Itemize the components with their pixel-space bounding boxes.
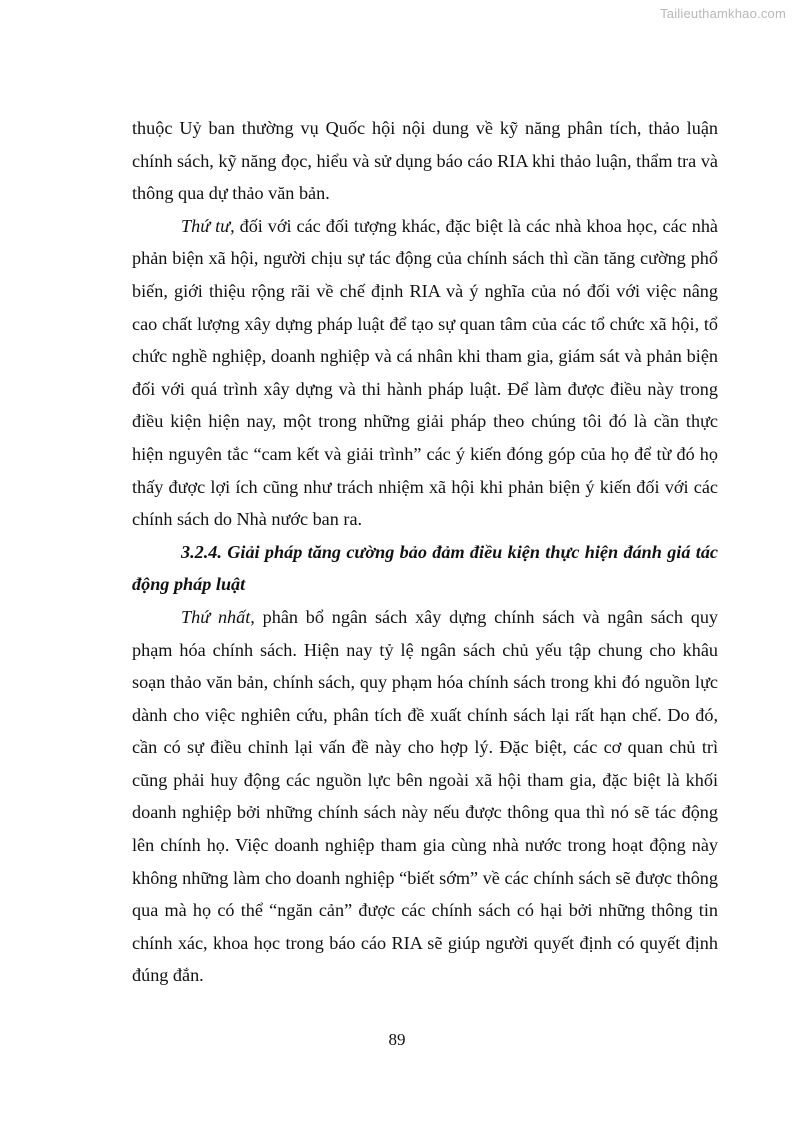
- paragraph-2-lead: Thứ tư,: [181, 215, 235, 236]
- page-number: 89: [388, 1030, 406, 1049]
- paragraph-1: thuộc Uỷ ban thường vụ Quốc hội nội dung về kỹ năng phân tích, thảo luận chính sách, kỹ năng đọc, hiểu và sử dụng báo cáo RIA khi thảo luận, thẩm tra và thông qua dự thảo văn bản.: [132, 118, 718, 204]
- paragraph-3: [132, 601, 718, 992]
- paragraph-3-lead: Thứ nhất,: [181, 606, 255, 627]
- document-body: [132, 112, 718, 992]
- watermark: Tailieuthamkhao.com: [660, 6, 786, 21]
- paragraph-2: [132, 210, 718, 536]
- paragraph-3-body: phân bổ ngân sách xây dựng chính sách và ngân sách quy phạm hóa chính sách. Hiện nay tỷ lệ ngân sách chủ yếu tập chung cho khâu soạn thảo văn bản, chính sách, quy phạm hóa chính sách trong khi đó nguồn lực dành cho việc nghiên cứu, phân tích đề xuất chính sách lại rất hạn chế. Do đó, cần có sự điều chỉnh lại vấn đề này cho hợp lý. Đặc biệt, các cơ quan chủ trì cũng phải huy động các nguồn lực bên ngoài xã hội tham gia, đặc biệt là khối doanh nghiệp bởi những chính sách này nếu được thông qua thì nó sẽ tác động lên chính họ. Việc doanh nghiệp tham gia cùng nhà nước trong hoạt động này không những làm cho doanh nghiệp “biết sớm” về các chính sách sẽ được thông qua mà họ có thể “ngăn cản” được các chính sách có hại bởi những thông tin chính xác, khoa học trong báo cáo RIA sẽ giúp người quyết định có quyết định đúng đắn.: [132, 606, 719, 986]
- paragraph-2-body: đối với các đối tượng khác, đặc biệt là các nhà khoa học, các nhà phản biện xã hội, người chịu sự tác động của chính sách thì cần tăng cường phổ biến, giới thiệu rộng rãi về chế định RIA và ý nghĩa của nó đối với việc nâng cao chất lượng xây dựng pháp luật để tạo sự quan tâm của các tổ chức xã hội, tổ chức nghề nghiệp, doanh nghiệp và cá nhân khi tham gia, giám sát và phản biện đối với quá trình xây dựng và thi hành pháp luật. Để làm được điều này trong điều kiện hiện nay, một trong những giải pháp theo chúng tôi đó là cần thực hiện nguyên tắc “cam kết và giải trình” các ý kiến đóng góp của họ để từ đó họ thấy được lợi ích cũng như trách nhiệm xã hội khi phản biện ý kiến đối với các chính sách do Nhà nước ban ra.: [132, 215, 718, 530]
- section-heading: 3.2.4. Giải pháp tăng cường bảo đảm điều kiện thực hiện đánh giá tác động pháp luật: [132, 541, 718, 595]
